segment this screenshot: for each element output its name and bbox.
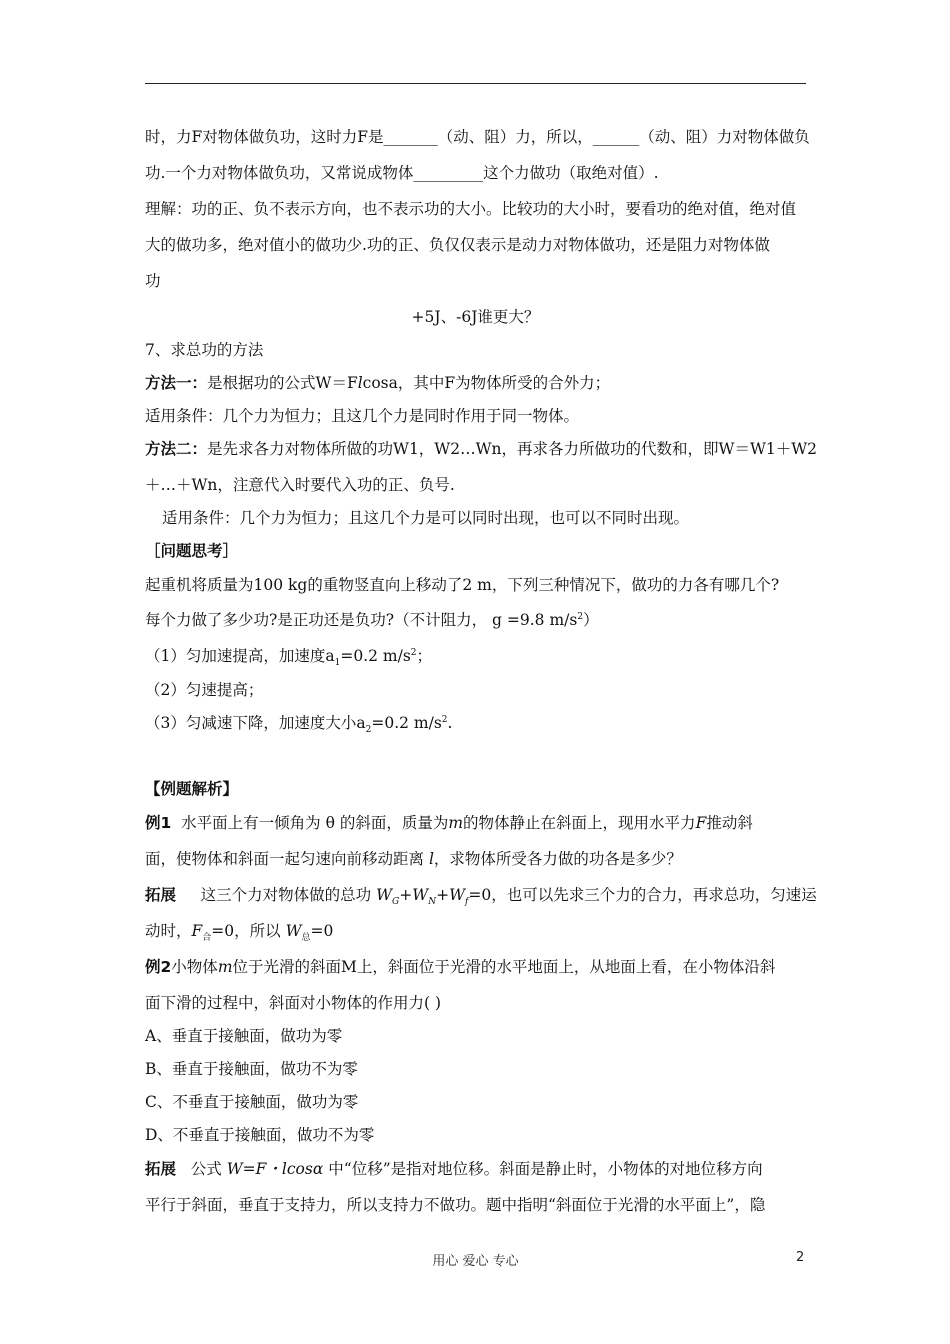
method-two	[145, 438, 818, 460]
text-line: 动时，$F_合=0$，所以 $W_总=0$	[145, 922, 334, 944]
text-line: 适用条件：几个力为恒力；且这几个力是同时作用于同一物体。	[145, 407, 580, 425]
example-label: 例2	[145, 958, 172, 976]
list-item: （2）匀速提高；	[145, 681, 264, 699]
text-line: 理解：功的正、负不表示方向，也不表示功的大小。比较功的大小时，要看功的绝对值，绝对值	[145, 200, 797, 218]
extension-label: 拓展	[145, 886, 177, 904]
text-line: 功	[145, 272, 161, 290]
text-line: 适用条件：几个力为恒力；且这几个力是可以同时出现，也可以不同时出现。	[162, 509, 690, 527]
method-one-label: 方法一：	[145, 374, 208, 392]
option-d: D、不垂直于接触面，做功不为零	[145, 1126, 375, 1144]
method-one-text: 是根据功的公式W＝F	[207, 374, 358, 392]
list-item: （3）匀减速下降，加速度大小$a_2=0.2$ $m/s^2$.	[145, 714, 453, 736]
example-one: 例1 水平面上有一倾角为 θ 的斜面，质量为m的物体静止在斜面上，现用水平力F推动斜	[145, 814, 753, 832]
method-one-text-2: cosa，其中F为物体所受的合外力；	[362, 374, 611, 392]
section-heading: 【例题解析】	[145, 780, 239, 798]
text-line: 起重机将质量为100 kg的重物竖直向上移动了2 m，下列三种情况下，做功的力各有哪几个?	[145, 576, 780, 594]
option-a: A、垂直于接触面，做功为零	[145, 1027, 343, 1045]
page-footer: 用心 爱心 专心	[432, 1254, 519, 1269]
method-two-text: 是先求各力对物体所做的功W1，W2…Wn，再求各力所做功的代数和，即W＝W1＋W2	[207, 440, 818, 458]
section-heading: ［问题思考］	[145, 542, 239, 560]
text-line: 平行于斜面，垂直于支持力，所以支持力不做功。题中指明“斜面位于光滑的水平面上”，隐	[145, 1196, 766, 1214]
extension-one: 拓展 这三个力对物体做的总功 $W_G+W_N+W_f=0$，也可以先求三个力的合力，再求总功，匀速运	[145, 886, 817, 908]
text-line: 时，力F对物体做负功，这时力F是_______（动、阻）力，所以，______（动、阻）力对物体做负	[145, 128, 810, 146]
text-line: ＋…＋Wn，注意代入时要代入功的正、负号.	[145, 476, 455, 494]
question-line: +5J、-6J谁更大？	[411, 308, 540, 326]
header-rule	[145, 83, 806, 84]
extension-two: 拓展 公式 W=F・lcosα 中“位移”是指对地位移。斜面是静止时，小物体的对地位移方向	[145, 1160, 763, 1178]
text-line: 每个力做了多少功?是正功还是负功?（不计阻力， g =9.8 $m/s^2$）	[145, 611, 599, 629]
text-line: 面下滑的过程中，斜面对小物体的作用力( )	[145, 994, 442, 1012]
method-one	[145, 372, 815, 394]
list-item: （1）匀加速提高，加速度$a_1=0.2$ $m/s^2$；	[145, 647, 433, 669]
text-line: 功.一个力对物体做负功，又常说成物体_________这个力做功（取绝对值）.	[145, 164, 659, 182]
method-two-label: 方法二：	[145, 440, 208, 458]
text-line: 面，使物体和斜面一起匀速向前移动距离 l，求物体所受各力做的功各是多少？	[145, 850, 682, 868]
example-two: 例2小物体m位于光滑的斜面M上，斜面位于光滑的水平地面上，从地面上看，在小物体沿斜	[145, 958, 776, 976]
example-label: 例1	[145, 814, 172, 832]
method-one-l: l	[357, 374, 363, 392]
page-number: 2	[796, 1250, 805, 1265]
text-line: 大的做功多，绝对值小的做功少.功的正、负仅仅表示是动力对物体做功，还是阻力对物体做	[145, 236, 770, 254]
option-c: C、不垂直于接触面，做功为零	[145, 1093, 359, 1111]
extension-label: 拓展	[145, 1160, 177, 1178]
option-b: B、垂直于接触面，做功不为零	[145, 1060, 358, 1078]
section-heading: 7、求总功的方法	[145, 341, 264, 359]
